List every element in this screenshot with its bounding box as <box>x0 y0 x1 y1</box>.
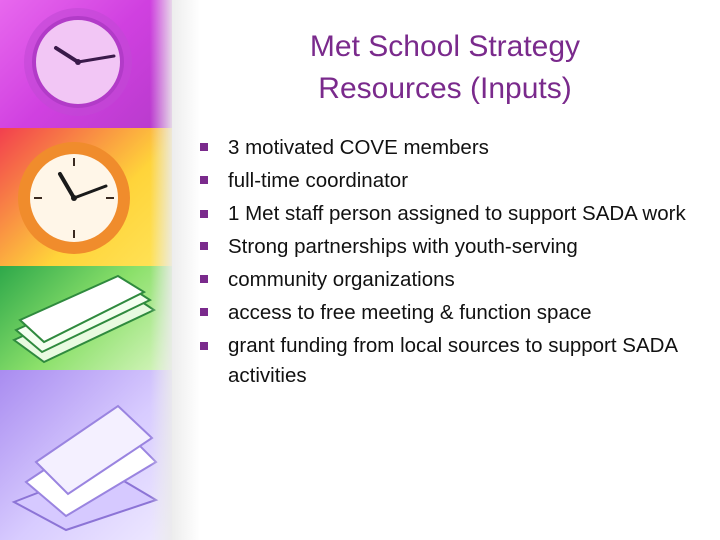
clock-icon <box>18 4 158 124</box>
paper-stack-icon <box>6 382 166 532</box>
bullet-item: full-time coordinator <box>198 164 698 197</box>
clock-icon <box>14 136 154 266</box>
bullet-list <box>198 131 698 392</box>
slide-title-line-1: Met School Strategy <box>309 30 581 63</box>
bullet-item: 1 Met staff person assigned to support SADA work <box>198 197 698 230</box>
bullet-item: Strong partnerships with youth-serving <box>198 230 698 263</box>
bullet-item: access to free meeting & function space <box>198 296 698 329</box>
paper-stack-icon <box>4 270 164 370</box>
slide-title-line-2: Resources (Inputs) <box>318 72 572 105</box>
bullet-item: 3 motivated COVE members <box>198 131 698 164</box>
slide-title <box>210 26 680 110</box>
bullet-item: community organizations <box>198 263 698 296</box>
strip-fade <box>150 0 200 540</box>
decorative-image-strip <box>0 0 200 540</box>
bullet-item: grant funding from local sources to support SADA activities <box>198 329 698 392</box>
